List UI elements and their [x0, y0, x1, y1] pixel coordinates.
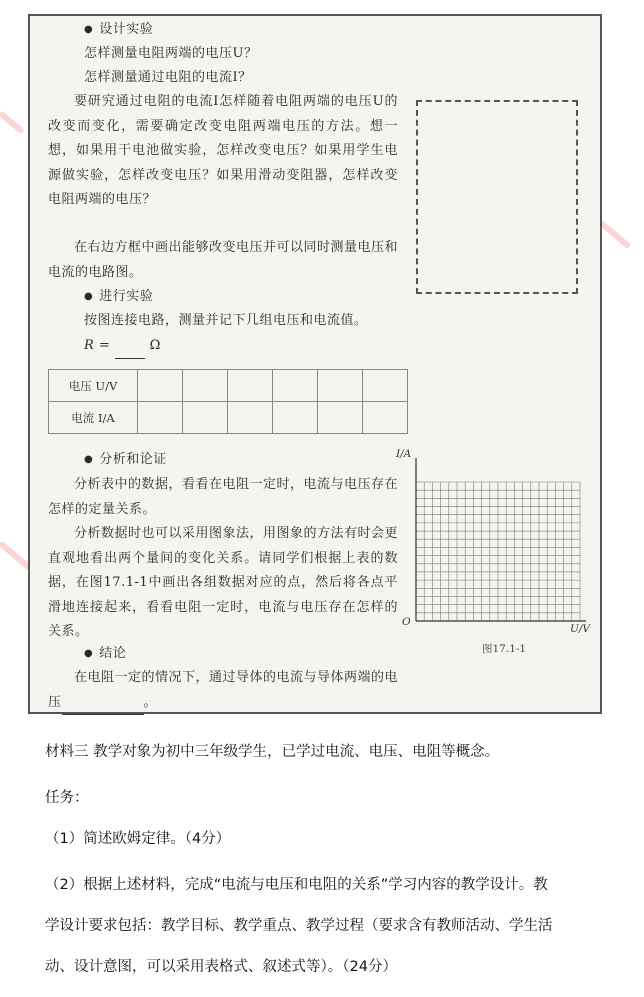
table-row: [49, 402, 408, 434]
graph-origin: O: [402, 616, 411, 628]
section-design-heading: ● 设计实验: [48, 18, 434, 44]
design-question-current: 怎样测量通过电阻的电流I？: [84, 70, 252, 85]
analysis-paragraph-2: 分析数据时也可以采用图象法，用图象的方法有时会更直观地看出两个量间的变化关系。请同学们根据上表的数据，在图17.1-1中画出各组数据对应的点，然后将各点平滑地连接起来，看看电阻一定时，电流与电压存在怎样的关系。: [48, 526, 399, 639]
graph-x-label: U/V: [570, 623, 590, 635]
conduct-text: 按图连接电路，测量并记下几组电压和电流值。: [84, 313, 368, 328]
section-analysis-heading: ● 分析和论证: [48, 448, 434, 474]
design-paragraph: 要研究通过电阻的电流I怎样随着电阻两端的电压U的改变而变化，需要确定改变电阻两端电压的方法。想一想，如果用干电池做实验，怎样改变电压？如果用学生电源做实验，怎样改变电压？如果用滑动变阻器，怎样改变电阻两端的电压？: [48, 94, 398, 207]
design-question-voltage: 怎样测量电阻两端的电压U？: [84, 46, 258, 61]
graph-y-label: I/A: [396, 448, 412, 460]
row-header-voltage: 电压 U/V: [49, 370, 138, 402]
circuit-diagram-box: [416, 100, 578, 294]
material-three: 材料三 教学对象为初中三年级学生，已学过电流、电压、电阻等概念。: [45, 744, 500, 760]
task-two-line-2: 学设计要求包括：教学目标、教学重点、教学过程（要求含有教师活动、学生活: [45, 918, 553, 934]
resistance-blank: [115, 344, 145, 359]
resistance-line: [48, 334, 434, 359]
row-header-current: 电流 I/A: [49, 402, 138, 434]
task-one: （1）简述欧姆定律。（4分）: [45, 831, 231, 847]
analysis-paragraph-1: 分析表中的数据，看看在电阻一定时，电流与电压存在怎样的定量关系。: [48, 477, 399, 517]
task-two-line-3: 动、设计意图，可以采用表格式、叙述式等）。（24分）: [45, 959, 397, 975]
section-conclusion-heading: ● 结论: [48, 642, 434, 668]
conclusion-text: [48, 666, 398, 715]
conclusion-end: 。: [143, 694, 158, 710]
watermark-stroke: [0, 111, 25, 135]
data-table: [48, 369, 408, 434]
task-label: 任务：: [45, 790, 89, 806]
conclusion-sentence: 在电阻一定的情况下，通过导体的电流与导体两端的电压: [48, 670, 399, 710]
table-row: [49, 370, 408, 402]
figure-caption: 图17.1-1: [482, 643, 527, 655]
resistance-unit: Ω: [149, 338, 161, 353]
resistance-label: R =: [84, 338, 111, 353]
coordinate-grid: [408, 456, 588, 626]
section-conduct-heading: ● 进行实验: [48, 285, 434, 311]
design-instruction: 在右边方框中画出能够改变电压并可以同时测量电压和电流的电路图。: [48, 240, 399, 280]
conclusion-blank: [62, 700, 144, 715]
textbook-scan: [28, 14, 602, 714]
task-two-line-1: （2）根据上述材料，完成“电流与电压和电阻的关系”学习内容的教学设计。教: [45, 877, 548, 893]
